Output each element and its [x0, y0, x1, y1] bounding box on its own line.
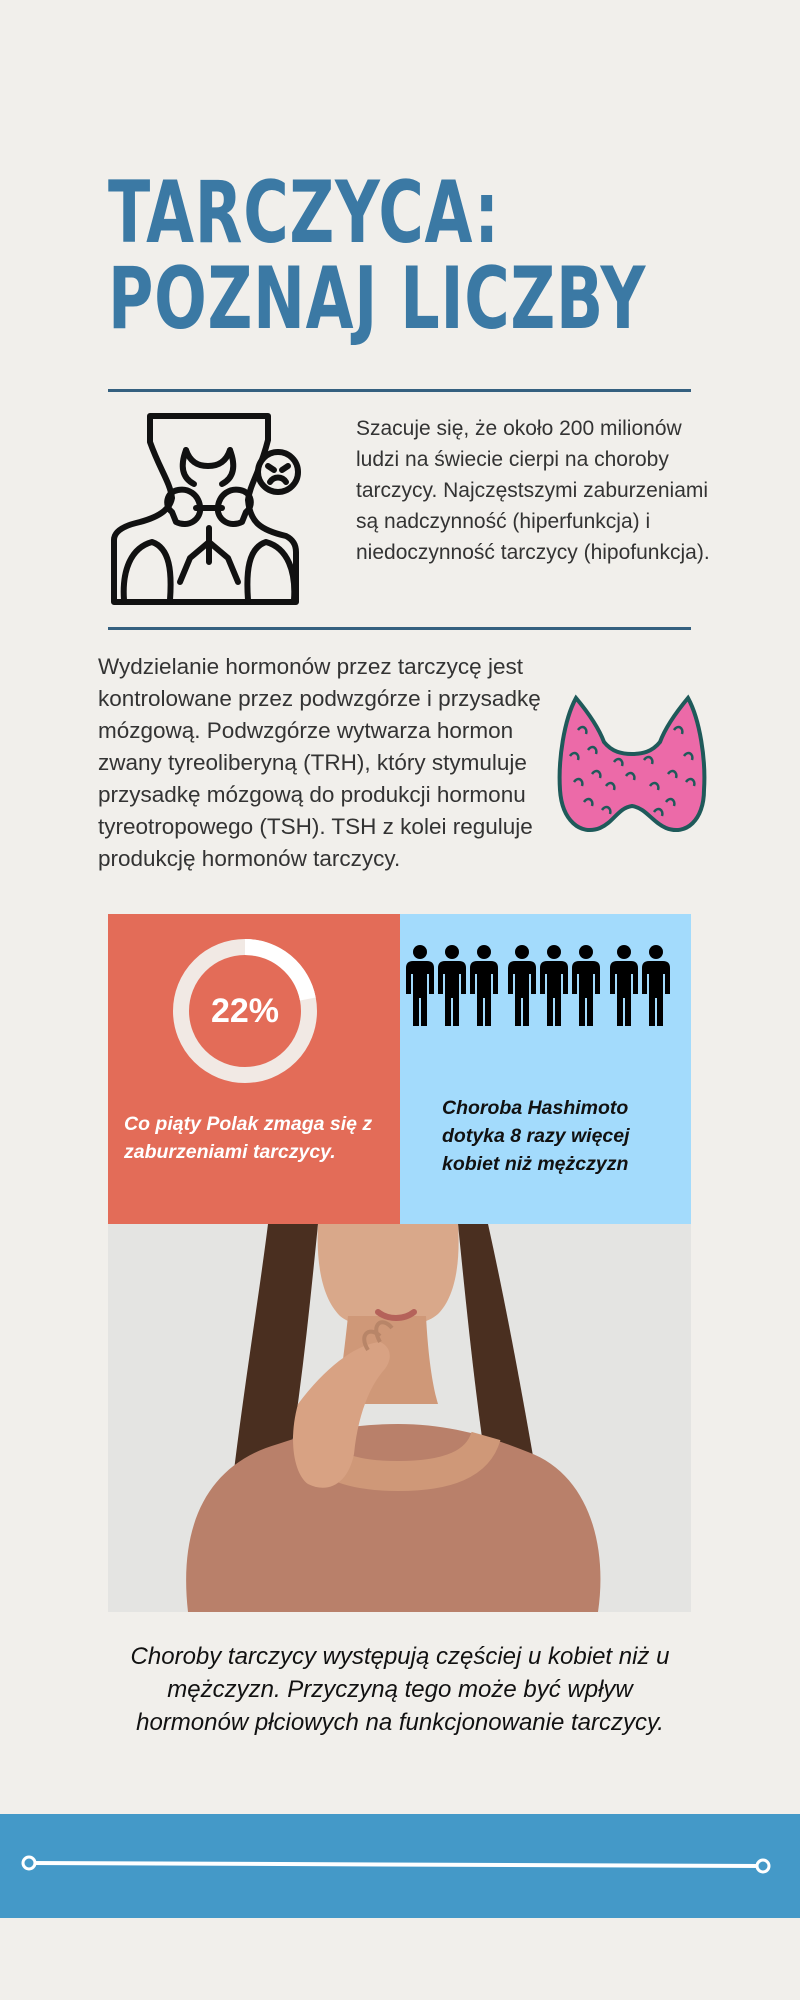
hormone-text: Wydzielanie hormonów przez tarczycę jest kontrolowane przez podwzgórze i przysadkę mózgową. Podwzgórze wytwarza hormon zwany tyreoliberyną (TRH), który stymuluje przysadkę mózgową do produkcji hormonu tyreotropowego (TSH). TSH z kolei reguluje produkcję hormonów tarczycy. — [98, 654, 541, 871]
woman-touching-neck-photo — [108, 1224, 691, 1612]
footer-dot-left — [23, 1857, 35, 1869]
person-figure — [572, 945, 600, 1026]
title-line-2: POZNAJ LICZBY — [108, 249, 647, 349]
page-title — [108, 163, 647, 349]
person-figure — [470, 945, 498, 1026]
person-figure — [642, 945, 670, 1026]
thyroid-gland-illustration — [556, 690, 708, 840]
poland-caption: Co piąty Polak zmaga się z zaburzeniami tarczycy. — [124, 1113, 373, 1163]
intro-text: Szacuje się, że około 200 milionów ludzi na świecie cierpi na choroby tarczycy. Najczęstszymi zaburzeniami są nadczynność (hiperfunkcja) i niedoczynność tarczycy (hipofunkcja). — [356, 417, 710, 564]
thyroid-person-icon — [110, 412, 310, 607]
person-figure — [438, 945, 466, 1026]
footer-band — [0, 1814, 800, 1918]
stat-hashimoto-card — [400, 914, 691, 1224]
percent-label: 22% — [210, 992, 280, 1030]
divider-top — [108, 389, 691, 392]
footer-dot-right — [757, 1860, 769, 1872]
stat-poland-card — [108, 914, 400, 1224]
title-line-1: TARCZYCA: — [108, 163, 500, 263]
people-icon — [406, 944, 686, 1034]
divider-bottom — [108, 627, 691, 630]
person-figure — [610, 945, 638, 1026]
closing-text: Choroby tarczycy występują częściej u kobiet niż u mężczyzn. Przyczyną tego może być wpływ hormonów płciowych na funkcjonowanie tarczycy. — [130, 1643, 670, 1736]
person-figure — [508, 945, 536, 1026]
person-figure — [540, 945, 568, 1026]
hashimoto-caption: Choroba Hashimoto dotyka 8 razy więcej kobiet niż mężczyzn — [442, 1097, 630, 1175]
person-figure — [406, 945, 434, 1026]
